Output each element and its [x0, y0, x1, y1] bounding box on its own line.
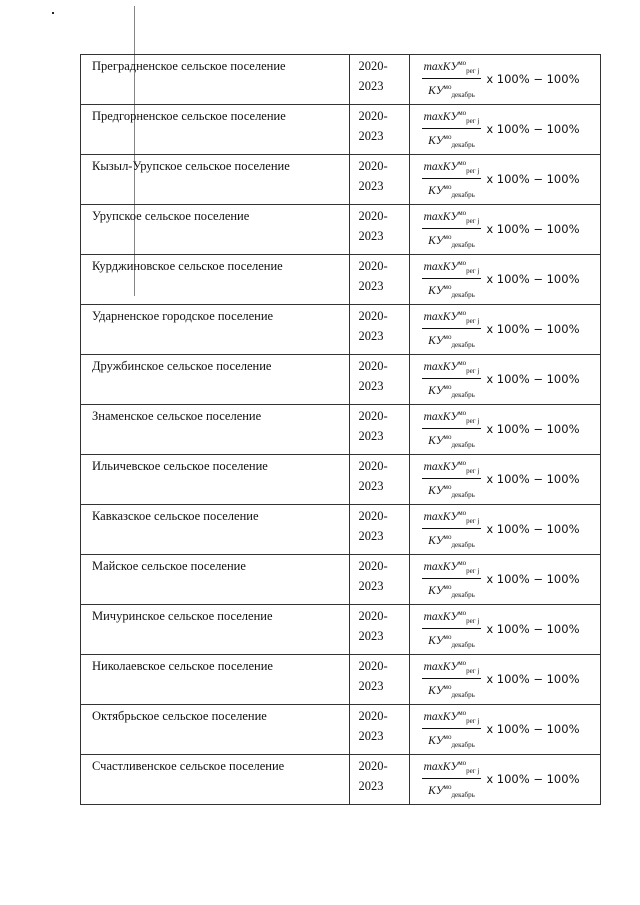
formula-denominator: [426, 479, 477, 501]
denominator-sup: мо: [443, 583, 452, 591]
settlement-name-cell: [81, 255, 350, 305]
period-end: 2023: [358, 329, 384, 343]
period-cell: [349, 605, 409, 655]
period-start: 2020-: [358, 59, 388, 73]
formula-cell: [409, 355, 600, 405]
numerator-main: maxKУ: [423, 261, 459, 273]
settlement-name: Октябрьское сельское поселение: [92, 709, 267, 723]
numerator-sup: мо: [458, 159, 467, 167]
numerator-sup: мо: [458, 459, 467, 467]
numerator-sup: мо: [458, 659, 467, 667]
formula-denominator: [426, 779, 477, 801]
settlement-name-cell: [81, 705, 350, 755]
formula-cell: [409, 655, 600, 705]
growth-formula: [410, 455, 600, 502]
denominator-sub: декабрь: [451, 741, 475, 749]
settlement-name: Кавказское сельское поселение: [92, 509, 259, 523]
period-end: 2023: [358, 679, 384, 693]
formula-numerator: [422, 257, 482, 279]
growth-formula: [410, 55, 600, 102]
numerator-sub: рег j: [466, 267, 480, 275]
numerator-sup: мо: [458, 759, 467, 767]
period-start: 2020-: [358, 609, 388, 623]
period-start: 2020-: [358, 259, 388, 273]
numerator-main: maxKУ: [423, 211, 459, 223]
denominator-sup: мо: [443, 483, 452, 491]
settlement-name: Урупское сельское поселение: [92, 209, 250, 223]
numerator-main: maxKУ: [423, 361, 459, 373]
denominator-sub: декабрь: [451, 91, 475, 99]
denominator-sup: мо: [443, 333, 452, 341]
settlement-name: Предгорненское сельское поселение: [92, 109, 286, 123]
numerator-sup: мо: [458, 609, 467, 617]
formula-cell: [409, 405, 600, 455]
settlement-name-cell: [81, 405, 350, 455]
period-cell: [349, 405, 409, 455]
denominator-sub: декабрь: [451, 591, 475, 599]
period-end: 2023: [358, 379, 384, 393]
period-end: 2023: [358, 429, 384, 443]
formula-numerator: [422, 157, 482, 179]
period-cell: [349, 105, 409, 155]
formula-cell: [409, 705, 600, 755]
growth-formula: [410, 305, 600, 352]
numerator-main: maxKУ: [423, 61, 459, 73]
formula-tail: x 100% − 100%: [486, 72, 580, 86]
formula-denominator: [426, 679, 477, 701]
numerator-sub: рег j: [466, 667, 480, 675]
period-cell: [349, 355, 409, 405]
numerator-main: maxKУ: [423, 761, 459, 773]
table-row: [81, 605, 601, 655]
formula-tail: x 100% − 100%: [486, 572, 580, 586]
settlement-name: Знаменское сельское поселение: [92, 409, 262, 423]
formula-numerator: [422, 707, 482, 729]
growth-formula: [410, 705, 600, 752]
denominator-main: KУ: [428, 585, 444, 597]
table-row: [81, 755, 601, 805]
settlement-name: Ударненское городское поселение: [92, 309, 274, 323]
settlement-name: Мичуринское сельское поселение: [92, 609, 273, 623]
period-end: 2023: [358, 629, 384, 643]
formula-fraction: [422, 707, 482, 751]
numerator-sub: рег j: [466, 317, 480, 325]
settlement-name: Майское сельское поселение: [92, 559, 246, 573]
numerator-main: maxKУ: [423, 511, 459, 523]
formula-cell: [409, 205, 600, 255]
formula-cell: [409, 155, 600, 205]
formula-cell: [409, 455, 600, 505]
denominator-sup: мо: [443, 533, 452, 541]
settlement-name-cell: [81, 155, 350, 205]
numerator-sub: рег j: [466, 67, 480, 75]
denominator-main: KУ: [428, 135, 444, 147]
numerator-sup: мо: [458, 209, 467, 217]
table-row: [81, 555, 601, 605]
denominator-main: KУ: [428, 735, 444, 747]
formula-denominator: [426, 329, 477, 351]
formula-numerator: [422, 307, 482, 329]
denominator-main: KУ: [428, 335, 444, 347]
period-cell: [349, 655, 409, 705]
numerator-main: maxKУ: [423, 661, 459, 673]
denominator-sup: мо: [443, 83, 452, 91]
settlement-name-cell: [81, 455, 350, 505]
formula-tail: x 100% − 100%: [486, 372, 580, 386]
table-row: [81, 155, 601, 205]
denominator-sup: мо: [443, 733, 452, 741]
settlement-name: Счастливенское сельское поселение: [92, 759, 285, 773]
formula-denominator: [426, 579, 477, 601]
numerator-sub: рег j: [466, 717, 480, 725]
denominator-sub: декабрь: [451, 641, 475, 649]
period-end: 2023: [358, 729, 384, 743]
denominator-main: KУ: [428, 85, 444, 97]
growth-formula: [410, 405, 600, 452]
formula-cell: [409, 305, 600, 355]
period-cell: [349, 705, 409, 755]
formula-cell: [409, 505, 600, 555]
period-cell: [349, 205, 409, 255]
formula-cell: [409, 555, 600, 605]
denominator-sup: мо: [443, 283, 452, 291]
growth-formula: [410, 755, 600, 802]
numerator-sup: мо: [458, 259, 467, 267]
settlement-name: Дружбинское сельское поселение: [92, 359, 272, 373]
denominator-main: KУ: [428, 685, 444, 697]
growth-formula: [410, 655, 600, 702]
period-cell: [349, 55, 409, 105]
formula-numerator: [422, 657, 482, 679]
formula-denominator: [426, 179, 477, 201]
settlement-name-cell: [81, 505, 350, 555]
denominator-main: KУ: [428, 535, 444, 547]
period-start: 2020-: [358, 159, 388, 173]
formula-tail: x 100% − 100%: [486, 772, 580, 786]
growth-formula: [410, 355, 600, 402]
formula-fraction: [422, 207, 482, 251]
period-cell: [349, 555, 409, 605]
settlements-table: [80, 54, 601, 805]
numerator-sup: мо: [458, 559, 467, 567]
numerator-sub: рег j: [466, 517, 480, 525]
formula-cell: [409, 755, 600, 805]
settlement-name: Курджиновское сельское поселение: [92, 259, 283, 273]
numerator-sup: мо: [458, 409, 467, 417]
denominator-sub: декабрь: [451, 691, 475, 699]
denominator-sup: мо: [443, 783, 452, 791]
denominator-sub: декабрь: [451, 391, 475, 399]
growth-formula: [410, 605, 600, 652]
settlement-name-cell: [81, 605, 350, 655]
numerator-main: maxKУ: [423, 461, 459, 473]
period-start: 2020-: [358, 409, 388, 423]
formula-tail: x 100% − 100%: [486, 122, 580, 136]
settlement-name-cell: [81, 55, 350, 105]
formula-denominator: [426, 629, 477, 651]
numerator-sup: мо: [458, 359, 467, 367]
formula-denominator: [426, 729, 477, 751]
numerator-main: maxKУ: [423, 611, 459, 623]
period-start: 2020-: [358, 709, 388, 723]
numerator-main: maxKУ: [423, 161, 459, 173]
numerator-main: maxKУ: [423, 561, 459, 573]
denominator-main: KУ: [428, 235, 444, 247]
period-end: 2023: [358, 579, 384, 593]
numerator-sub: рег j: [466, 567, 480, 575]
numerator-sub: рег j: [466, 467, 480, 475]
table-row: [81, 305, 601, 355]
table-row: [81, 455, 601, 505]
denominator-main: KУ: [428, 435, 444, 447]
formula-numerator: [422, 757, 482, 779]
formula-numerator: [422, 457, 482, 479]
denominator-main: KУ: [428, 785, 444, 797]
formula-fraction: [422, 607, 482, 651]
denominator-sub: декабрь: [451, 191, 475, 199]
table-row: [81, 505, 601, 555]
period-start: 2020-: [358, 359, 388, 373]
formula-tail: x 100% − 100%: [486, 622, 580, 636]
formula-cell: [409, 605, 600, 655]
numerator-main: maxKУ: [423, 111, 459, 123]
table-row: [81, 705, 601, 755]
formula-tail: x 100% − 100%: [486, 472, 580, 486]
denominator-main: KУ: [428, 485, 444, 497]
denominator-sup: мо: [443, 683, 452, 691]
denominator-sup: мо: [443, 433, 452, 441]
numerator-sup: мо: [458, 309, 467, 317]
formula-numerator: [422, 207, 482, 229]
period-end: 2023: [358, 229, 384, 243]
table-row: [81, 105, 601, 155]
settlement-name-cell: [81, 105, 350, 155]
denominator-sub: декабрь: [451, 141, 475, 149]
period-start: 2020-: [358, 559, 388, 573]
numerator-sub: рег j: [466, 617, 480, 625]
formula-tail: x 100% − 100%: [486, 722, 580, 736]
numerator-sub: рег j: [466, 217, 480, 225]
period-end: 2023: [358, 279, 384, 293]
settlement-name-cell: [81, 305, 350, 355]
formula-denominator: [426, 379, 477, 401]
formula-tail: x 100% − 100%: [486, 422, 580, 436]
numerator-sup: мо: [458, 509, 467, 517]
period-end: 2023: [358, 179, 384, 193]
period-end: 2023: [358, 79, 384, 93]
formula-denominator: [426, 529, 477, 551]
numerator-main: maxKУ: [423, 311, 459, 323]
settlement-name: Николаевское сельское поселение: [92, 659, 273, 673]
table-row: [81, 205, 601, 255]
table-row: [81, 655, 601, 705]
period-start: 2020-: [358, 309, 388, 323]
denominator-sup: мо: [443, 233, 452, 241]
denominator-sup: мо: [443, 633, 452, 641]
growth-formula: [410, 555, 600, 602]
numerator-main: maxKУ: [423, 411, 459, 423]
period-cell: [349, 305, 409, 355]
settlement-name-cell: [81, 655, 350, 705]
formula-fraction: [422, 757, 482, 801]
formula-numerator: [422, 107, 482, 129]
denominator-sub: декабрь: [451, 291, 475, 299]
formula-tail: x 100% − 100%: [486, 522, 580, 536]
denominator-main: KУ: [428, 385, 444, 397]
scan-mark-dot: [52, 12, 54, 14]
denominator-sub: декабрь: [451, 791, 475, 799]
period-start: 2020-: [358, 509, 388, 523]
formula-numerator: [422, 357, 482, 379]
numerator-sub: рег j: [466, 167, 480, 175]
numerator-sub: рег j: [466, 767, 480, 775]
period-start: 2020-: [358, 459, 388, 473]
denominator-sub: декабрь: [451, 341, 475, 349]
settlement-name-cell: [81, 205, 350, 255]
numerator-sub: рег j: [466, 117, 480, 125]
growth-formula: [410, 105, 600, 152]
period-cell: [349, 455, 409, 505]
period-cell: [349, 155, 409, 205]
formula-fraction: [422, 507, 482, 551]
growth-formula: [410, 155, 600, 202]
period-start: 2020-: [358, 209, 388, 223]
formula-cell: [409, 105, 600, 155]
growth-formula: [410, 505, 600, 552]
formula-fraction: [422, 157, 482, 201]
settlement-name: Преградненское сельское поселение: [92, 59, 286, 73]
denominator-sup: мо: [443, 383, 452, 391]
period-end: 2023: [358, 529, 384, 543]
denominator-sub: декабрь: [451, 241, 475, 249]
denominator-main: KУ: [428, 635, 444, 647]
period-end: 2023: [358, 129, 384, 143]
numerator-sub: рег j: [466, 367, 480, 375]
period-end: 2023: [358, 779, 384, 793]
growth-formula: [410, 205, 600, 252]
period-cell: [349, 755, 409, 805]
period-cell: [349, 255, 409, 305]
formula-fraction: [422, 357, 482, 401]
period-end: 2023: [358, 479, 384, 493]
formula-cell: [409, 255, 600, 305]
period-start: 2020-: [358, 659, 388, 673]
formula-numerator: [422, 557, 482, 579]
denominator-sup: мо: [443, 183, 452, 191]
numerator-main: maxKУ: [423, 711, 459, 723]
table-row: [81, 405, 601, 455]
settlement-name-cell: [81, 755, 350, 805]
formula-tail: x 100% − 100%: [486, 672, 580, 686]
denominator-sub: декабрь: [451, 541, 475, 549]
formula-tail: x 100% − 100%: [486, 322, 580, 336]
formula-cell: [409, 55, 600, 105]
period-start: 2020-: [358, 759, 388, 773]
settlement-name-cell: [81, 555, 350, 605]
formula-fraction: [422, 457, 482, 501]
formula-fraction: [422, 307, 482, 351]
formula-fraction: [422, 557, 482, 601]
denominator-main: KУ: [428, 285, 444, 297]
table-row: [81, 55, 601, 105]
formula-fraction: [422, 257, 482, 301]
formula-numerator: [422, 507, 482, 529]
formula-tail: x 100% − 100%: [486, 222, 580, 236]
formula-denominator: [426, 129, 477, 151]
numerator-sup: мо: [458, 59, 467, 67]
denominator-main: KУ: [428, 185, 444, 197]
formula-fraction: [422, 107, 482, 151]
table-row: [81, 355, 601, 405]
formula-fraction: [422, 657, 482, 701]
period-cell: [349, 505, 409, 555]
formula-numerator: [422, 407, 482, 429]
formula-denominator: [426, 429, 477, 451]
period-start: 2020-: [358, 109, 388, 123]
formula-fraction: [422, 57, 482, 101]
formula-denominator: [426, 229, 477, 251]
table-row: [81, 255, 601, 305]
denominator-sub: декабрь: [451, 441, 475, 449]
formula-tail: x 100% − 100%: [486, 172, 580, 186]
formula-fraction: [422, 407, 482, 451]
numerator-sup: мо: [458, 109, 467, 117]
formula-denominator: [426, 279, 477, 301]
formula-numerator: [422, 607, 482, 629]
denominator-sup: мо: [443, 133, 452, 141]
settlement-name: Кызыл-Урупское сельское поселение: [92, 159, 290, 173]
growth-formula: [410, 255, 600, 302]
formula-numerator: [422, 57, 482, 79]
formula-denominator: [426, 79, 477, 101]
numerator-sup: мо: [458, 709, 467, 717]
settlement-name: Ильичевское сельское поселение: [92, 459, 268, 473]
settlement-name-cell: [81, 355, 350, 405]
formula-tail: x 100% − 100%: [486, 272, 580, 286]
denominator-sub: декабрь: [451, 491, 475, 499]
numerator-sub: рег j: [466, 417, 480, 425]
